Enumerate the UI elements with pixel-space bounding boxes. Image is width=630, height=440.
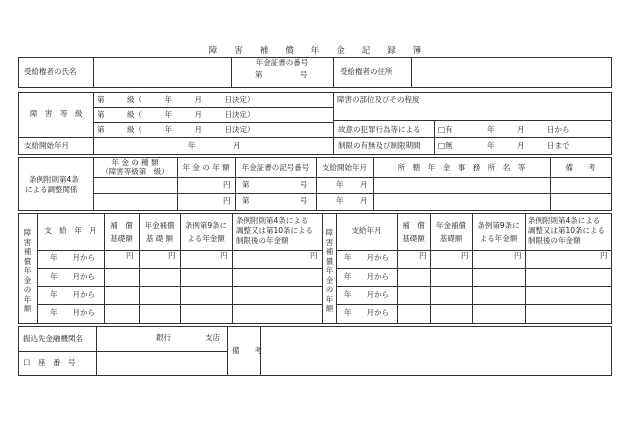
cert-no-go: 号 [300,70,308,79]
has-date: 年 月 日から [487,125,570,134]
h-art9-1: 条例第9条に [184,221,228,230]
bank-unit: 銀行 [156,333,171,342]
rule [18,57,19,87]
address-label: 受給権者の住所 [340,67,393,76]
row-left-4: 年 月から [50,308,95,317]
tsuki-2: 月 [360,196,368,205]
yen-art9-right: 円 [514,251,522,260]
h-pension-base-1: 年金補償 [144,221,175,230]
yen-adj-right: 円 [600,251,608,260]
injury-label: 障害の部位及びその程度 [337,95,420,104]
h-art9-right-2: よる年金額 [479,234,518,243]
yen-base-right: 円 [419,251,427,260]
side-left-char: 償 [23,256,32,266]
h-base-right-2: 基礎額 [402,234,425,243]
cert-no-dai: 第 [255,70,263,79]
crime-label: 故意の犯罪行為等による [338,125,421,134]
h-base-1: 補 償 [110,221,133,230]
bank-label: 振込先金融機関名 [23,334,83,343]
rule [18,137,612,138]
tsuki-1: 月 [360,180,368,189]
none-date: 年 月 日まで [487,141,570,150]
rule [18,154,612,155]
h-art9-2: よる年金額 [187,234,225,243]
side-right-char: 障 [325,228,334,237]
side-left-char: 金 [23,275,32,285]
side-right-char: 補 [325,247,334,256]
document-title: 障 害 補 償 年 金 記 録 簿 [208,46,422,56]
h-adj-right-3: 制限後の年金額 [528,236,581,245]
side-right-char: 害 [325,237,334,247]
rule [411,57,412,87]
h-pension-base-right-1: 年金補償 [436,221,466,230]
yen-art9: 円 [220,251,228,260]
side-right-char: 額 [325,304,334,313]
side-left-char: 補 [23,247,32,256]
bank-remarks: 備 考 [232,346,262,355]
col-remarks: 備 考 [565,163,596,172]
rule [18,326,19,375]
rule [232,213,233,323]
h-art9-right-1: 条例第9条に [477,221,520,230]
rule [18,157,612,158]
rule [611,92,612,154]
start-label: 支給開始年月 [24,141,69,150]
rule [18,213,612,214]
rule [93,92,94,154]
h-adj-right-1: 条例附則第4条による [528,216,601,225]
row-right-2: 年 月から [344,272,389,281]
h-period-right: 支給年月 [351,226,382,235]
adj-label-1: 条例附則第4条 [29,175,79,184]
rule [336,304,612,305]
yen-adj: 円 [310,251,318,260]
row-right-3: 年 月から [344,290,389,299]
rule [93,177,612,178]
adj-label-2: による調整関係 [25,185,78,194]
rule [93,57,94,87]
col-office: 所 轄 年 金 事 務 所 名 等 [397,163,526,172]
h-base-2: 基礎額 [110,234,133,243]
rule [333,92,334,154]
rule [18,92,612,93]
side-left-char: の [23,285,32,294]
rule [611,157,612,210]
h-pension-base-2: 基 礎 額 [145,234,174,243]
yen-1: 円 [223,180,231,189]
side-right-char: 年 [325,266,334,275]
dai-2: 第 [242,196,250,205]
col-type-2: （障害等級第 級） [101,167,169,176]
rule [18,375,612,376]
col-start: 支給開始年月 [322,163,367,172]
rule [434,120,435,154]
rule [611,326,612,375]
h-adj-1: 条例附則第4条による [236,216,309,225]
rule [525,213,526,323]
row-right-4: 年 月から [344,308,389,317]
recipient-name-label: 受給権者の氏名 [24,67,77,76]
rule [18,157,19,210]
h-adj-2: 調整又は第10条による [236,226,314,235]
side-right-char: の [325,285,334,294]
side-right-char: 償 [325,256,334,266]
side-label-left [19,228,36,314]
yen-pension-base-right: 円 [461,251,469,260]
rule [18,92,19,154]
rule [18,210,612,211]
cert-no-label: 年金証書の番号 [255,58,309,67]
branch-unit: 支店 [205,333,220,342]
rule [336,268,612,269]
grade-label: 障 害 等 級 [30,109,83,118]
side-right-char: 金 [325,275,334,285]
rule [93,122,333,123]
grade-row-2: 第 級（ 年 月 日決定） [97,110,255,119]
h-adj-3: 制限後の年金額 [236,236,289,245]
account-label: 口 座 番 号 [23,358,76,367]
rule [18,326,612,327]
rule [333,57,334,87]
rule [333,120,612,121]
h-period: 支 給 年 月 [44,226,97,235]
grade-row-3: 第 級（ 年 月 日決定） [97,125,255,134]
side-right-char: 年 [325,294,334,304]
yen-pension-base: 円 [168,251,176,260]
rule [96,326,97,375]
grade-row-1: 第 級（ 年 月 日決定） [97,95,255,104]
go-1: 号 [300,180,308,189]
side-left-char: 害 [23,237,32,247]
go-2: 号 [300,196,308,205]
limit-label: 制限の有無及び制限期間 [338,141,421,150]
side-left-char: 額 [23,304,32,313]
col-amount: 年 金 の 年 額 [182,163,230,172]
side-left-char: 障 [23,228,32,237]
rule [227,326,228,375]
h-adj-right-2: 調整又は第10条による [528,226,606,235]
h-pension-base-right-2: 基礎額 [439,234,463,243]
side-left-char: 年 [23,266,32,275]
row-right-1: 年 月から [344,253,389,262]
row-left-3: 年 月から [50,290,95,299]
side-left-char: 年 [23,294,32,304]
dai-1: 第 [242,180,250,189]
rule [611,213,612,323]
rule [336,250,612,251]
rule [93,107,333,108]
row-left-1: 年 月から [50,253,95,262]
rule [336,286,612,287]
rule [611,57,612,87]
nen-1: 年 [336,180,344,189]
rule [18,87,612,88]
rule [18,351,227,352]
col-cert: 年金証書の記号番号 [241,163,310,172]
none-checkbox[interactable]: □無 [438,141,453,150]
h-base-right-1: 補 償 [402,221,425,230]
rule [93,193,612,194]
col-type-1: 年 金 の 種 類 [111,158,159,167]
has-checkbox[interactable]: □有 [438,125,453,134]
side-label-right [323,228,336,314]
yen-2: 円 [223,196,231,205]
rule [18,57,612,58]
row-left-2: 年 月から [50,272,95,281]
rule [18,323,612,324]
yen-base: 円 [126,251,134,260]
nen-2: 年 [336,196,344,205]
start-value: 年 月 [188,141,241,150]
